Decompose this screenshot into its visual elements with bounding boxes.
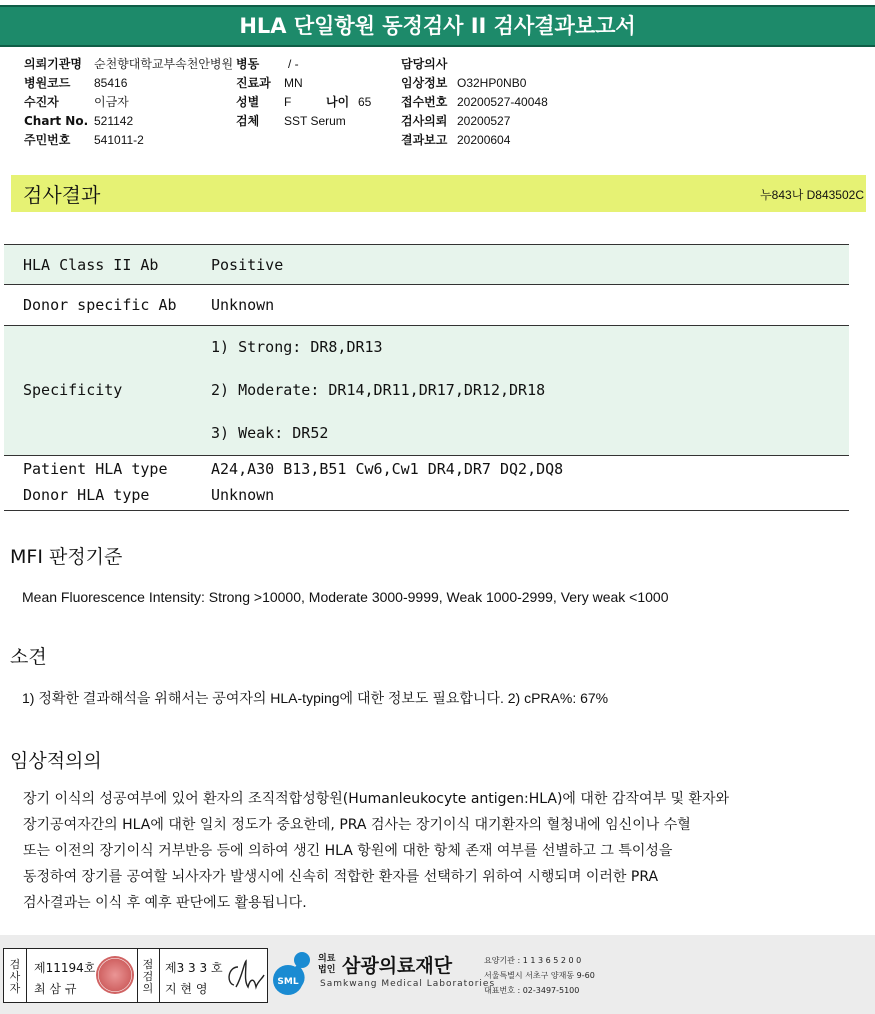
clinical-line: 장기공여자간의 HLA에 대한 일치 정도가 중요한데, PRA 검사는 장기이식 대기환자의 혈청내에 임신이나 수혈 xyxy=(23,817,691,833)
patient-info-left xyxy=(24,55,233,150)
receipt-label: 접수번호 xyxy=(401,95,448,109)
clinical-info-label: 임상정보 xyxy=(401,76,448,90)
specimen-value: SST Serum xyxy=(284,114,346,128)
institution-code: 요양기관 : 1 1 3 6 5 2 0 0 xyxy=(484,956,582,965)
patient-hla-label: Patient HLA type xyxy=(23,460,168,478)
patient-info-middle xyxy=(236,55,371,131)
age-label: 나이 xyxy=(326,95,350,109)
donor-hla-label: Donor HLA type xyxy=(23,486,150,504)
specimen-label: 검체 xyxy=(236,114,260,128)
org-prefix-2: 법인 xyxy=(318,965,336,975)
checker-label: 점검의 xyxy=(142,958,154,995)
class2-value: Positive xyxy=(211,256,284,274)
specificity-label: Specificity xyxy=(23,381,123,399)
hospital-code-value: 85416 xyxy=(94,76,128,90)
org-contact xyxy=(484,953,595,998)
examiner-label: 검사자 xyxy=(9,958,21,995)
sex-value: F xyxy=(284,95,292,109)
results-table xyxy=(4,244,849,511)
clinical-info-value: O32HP0NB0 xyxy=(457,76,527,90)
age-value: 65 xyxy=(358,95,372,109)
mfi-text: Mean Fluorescence Intensity: Strong >10000, Moderate 3000-9999, Weak 1000-2999, Very weak <1000 xyxy=(22,589,669,605)
resident-label: 주민번호 xyxy=(24,133,71,147)
chart-label: Chart No. xyxy=(24,114,89,128)
signature-box xyxy=(3,948,268,1003)
patient-label: 수진자 xyxy=(24,95,59,109)
report-date-value: 20200604 xyxy=(457,133,511,147)
patient-info-right xyxy=(401,55,548,150)
checker-signature xyxy=(222,957,266,995)
table-row xyxy=(4,456,849,511)
opinion-title: 소견 xyxy=(10,646,47,668)
clinical-meaning-text xyxy=(23,786,843,916)
checker-name: 지 현 영 xyxy=(165,982,208,996)
doctor-label: 담당의사 xyxy=(401,57,448,71)
checker-number: 제3 3 3 호 xyxy=(165,961,223,975)
specificity-weak: 3) Weak: DR52 xyxy=(211,424,329,442)
request-label: 검사의뢰 xyxy=(401,114,448,128)
dept-label: 진료과 xyxy=(236,76,271,90)
resident-value: 541011-2 xyxy=(94,133,144,147)
result-title: 검사결과 xyxy=(23,183,101,207)
class2-label: HLA Class II Ab xyxy=(23,256,159,274)
ward-label: 병동 xyxy=(236,57,260,71)
sex-label: 성별 xyxy=(236,95,260,109)
institution-label: 의뢰기관명 xyxy=(24,57,82,71)
hospital-code-label: 병원코드 xyxy=(24,76,71,90)
org-address: 서울특별시 서초구 양재동 9-60 xyxy=(484,971,595,980)
patient-hla-value: A24,A30 B13,B51 Cw6,Cw1 DR4,DR7 DQ2,DQ8 xyxy=(211,460,564,478)
table-row xyxy=(4,285,849,326)
org-phone: 대표번호 : 02-3497-5100 xyxy=(484,986,580,995)
org-prefix-1: 의료 xyxy=(318,954,336,964)
examiner-name: 최 삼 규 xyxy=(34,982,77,996)
table-row xyxy=(4,245,849,285)
dept-value: MN xyxy=(284,76,303,90)
sml-logo-icon xyxy=(272,950,316,998)
patient-value: 이금자 xyxy=(94,95,129,109)
request-value: 20200527 xyxy=(457,114,511,128)
examiner-seal xyxy=(96,956,134,994)
org-name: 삼광의료재단 xyxy=(342,955,453,977)
dsa-label: Donor specific Ab xyxy=(23,296,177,314)
org-english-name: Samkwang Medical Laboratories xyxy=(320,979,496,989)
clinical-meaning-title: 임상적의의 xyxy=(10,750,102,772)
clinical-line: 장기 이식의 성공여부에 있어 환자의 조직적합성항원(Humanleukocyte antigen:HLA)에 대한 감작여부 및 환자와 xyxy=(23,791,729,807)
mfi-title: MFI 판정기준 xyxy=(10,546,123,568)
result-header xyxy=(11,175,866,212)
dsa-value: Unknown xyxy=(211,296,275,314)
clinical-line: 검사결과는 이식 후 예후 판단에도 활용됩니다. xyxy=(23,895,307,911)
result-code: 누843나 D843502C xyxy=(760,188,864,202)
examiner-number: 제11194호 xyxy=(34,961,96,975)
report-date-label: 결과보고 xyxy=(401,133,448,147)
clinical-line: 동정하여 장기를 공여할 뇌사자가 발생시에 신속히 적합한 환자를 선택하기 위하여 시행되며 이러한 PRA xyxy=(23,869,659,885)
donor-hla-value: Unknown xyxy=(211,486,275,504)
specificity-moderate: 2) Moderate: DR14,DR11,DR17,DR12,DR18 xyxy=(211,381,546,399)
table-row xyxy=(4,326,849,456)
opinion-text: 1) 정확한 결과해석을 위해서는 공여자의 HLA-typing에 대한 정보도 필요합니다. 2) cPRA%: 67% xyxy=(22,690,609,706)
clinical-line: 또는 이전의 장기이식 거부반응 등에 의하여 생긴 HLA 항원에 대한 항체 존재 여부를 선별하고 그 특이성을 xyxy=(23,843,673,859)
ward-value: / - xyxy=(288,57,299,71)
chart-value: 521142 xyxy=(94,114,134,128)
logo-text: SML xyxy=(277,977,299,987)
institution-value: 순천향대학교부속천안병원 xyxy=(94,57,234,71)
report-title: HLA 단일항원 동정검사 II 검사결과보고서 xyxy=(0,5,875,47)
specificity-strong: 1) Strong: DR8,DR13 xyxy=(211,338,383,356)
receipt-value: 20200527-40048 xyxy=(457,95,548,109)
